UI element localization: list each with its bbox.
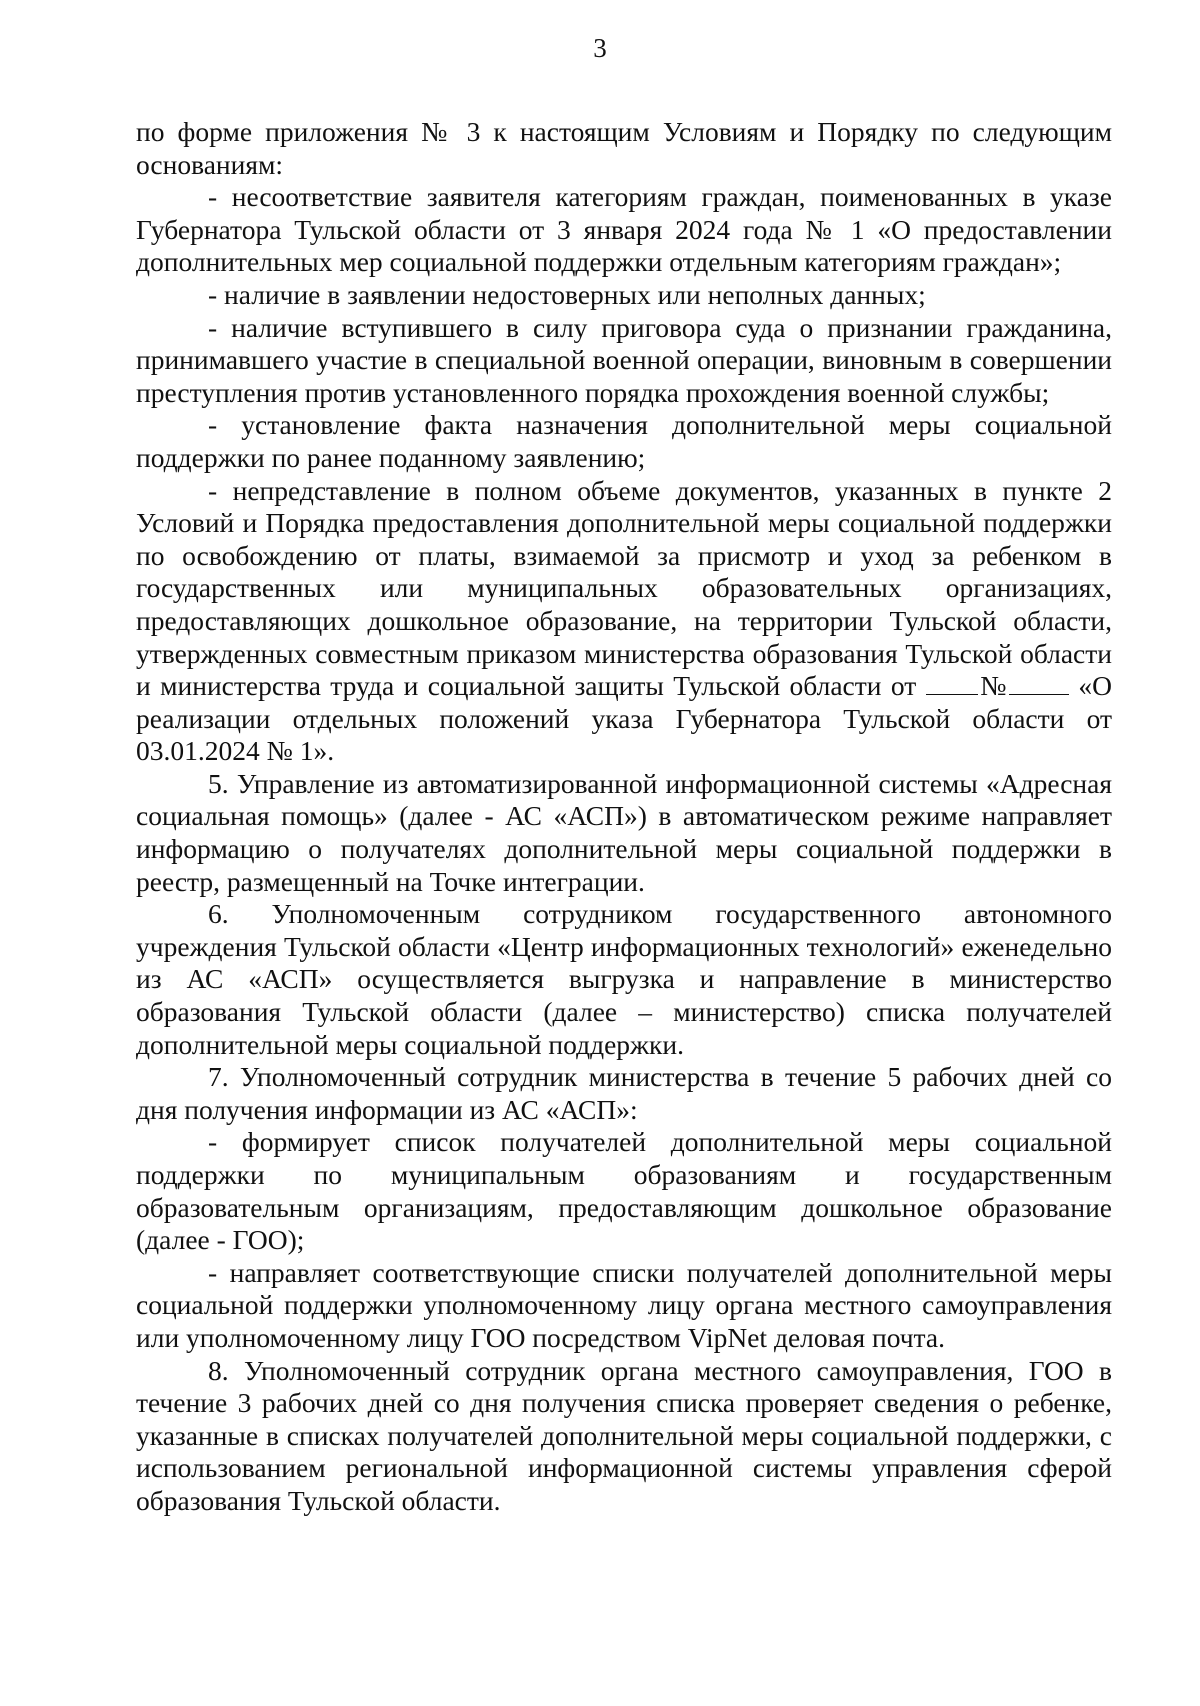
paragraph-item-7: 7. Уполномоченный сотрудник министерства в течение 5 рабочих дней со дня получения информации из АС «АСП»: xyxy=(136,1061,1112,1125)
document-body xyxy=(136,116,1112,1518)
paragraph-ground-court-verdict: - наличие вступившего в силу приговора суда о признании гражданина, принимавшего участие в специальной военной операции, виновным в совершении преступления против установленного порядка прохождения военной службы; xyxy=(136,311,1112,408)
order-number-sign: № xyxy=(977,670,1009,702)
order-date-blank xyxy=(926,672,978,695)
paragraph-ground-category-mismatch: - несоответствие заявителя категориям граждан, поименованных в указе Губернатора Тульской области от 3 января 2024 года № 1 «О предоставлении дополнительных мер социальной поддержки отдельным категориям граждан»; xyxy=(136,181,1112,278)
paragraph-item-7-forms-list: - формирует список получателей дополнительной меры социальной поддержки по муниципальным образованиям и государственным образовательным организациям, предоставляющим дошкольное образование (далее - ГОО); xyxy=(136,1126,1112,1256)
paragraph-item-6: 6. Уполномоченным сотрудником государственного автономного учреждения Тульской области «Центр информационных технологий» еженедельно из АС «АСП» осуществляется выгрузка и направление в министерство образования Тульской области (далее – министерство) списка получателей дополнительной меры социальной поддержки. xyxy=(136,898,1112,1060)
missing-documents-text-before: - непредставление в полном объеме документов, указанных в пункте 2 Условий и Порядка предоставления дополнительной меры социальной поддержки по освобождению от платы, взимаемой за присмотр и уход за ребенком в государственных или муниципальных образовательных организациях, предоставляющих дошкольное образование, на территории Тульской области, утвержденных совместным приказом министерства образования Тульской области и министерства труда и социальной защиты Тульской области от xyxy=(136,474,1112,702)
missing-documents-text-after: «О реализации отдельных положений указа Губернатора Тульской области от 03.01.2024 № 1». xyxy=(136,670,1112,767)
paragraph-ground-missing-documents xyxy=(136,475,1112,768)
page-number: 3 xyxy=(593,33,607,63)
paragraph-grounds-intro: по форме приложения № 3 к настоящим Условиям и Порядку по следующим основаниям: xyxy=(136,116,1112,180)
paragraph-item-7-sends-lists: - направляет соответствующие списки получателей дополнительной меры социальной поддержки уполномоченному лицу органа местного самоуправления или уполномоченному лицу ГОО посредством VipNet деловая почта. xyxy=(136,1256,1112,1353)
paragraph-item-5: 5. Управление из автоматизированной информационной системы «Адресная социальная помощь» (далее - АС «АСП») в автоматическом режиме направляет информацию о получателях дополнительной меры социальной поддержки в реестр, размещенный на Точке интеграции. xyxy=(136,767,1112,897)
paragraph-ground-invalid-data: - наличие в заявлении недостоверных или неполных данных; xyxy=(208,278,926,310)
paragraph-item-8: 8. Уполномоченный сотрудник органа местного самоуправления, ГОО в течение 3 рабочих дней со дня получения списка проверяет сведения о ребенке, указанные в списках получателей дополнительной меры социальной поддержки, с использованием региональной информационной системы управления сферой образования Тульской области. xyxy=(136,1354,1112,1516)
paragraph-ground-already-assigned: - установление факта назначения дополнительной меры социальной поддержки по ранее поданному заявлению; xyxy=(136,409,1112,473)
order-number-blank xyxy=(1009,672,1069,695)
